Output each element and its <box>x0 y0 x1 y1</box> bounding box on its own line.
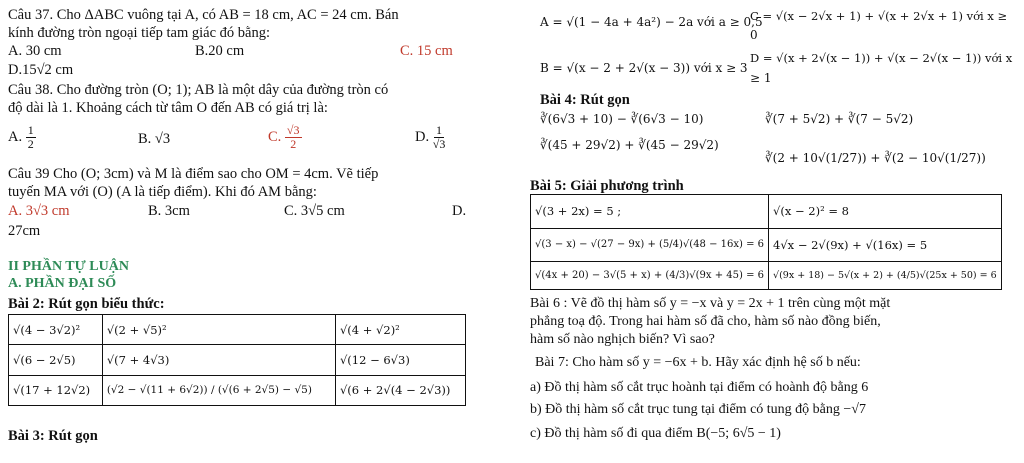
table-cell: 4√x − 2√(9x) + √(16x) = 5 <box>769 228 1002 262</box>
q37-option-c: C. 15 cm <box>400 43 453 59</box>
q39-option-d: D. <box>452 203 467 219</box>
bai7-part-b: b) Đồ thị hàm số cắt trục tung tại điểm có tung độ bằng −√7 <box>530 402 866 417</box>
table-cell: √(7 + 4√3) <box>102 345 335 375</box>
q39-option-c: C. 3√5 cm <box>284 203 345 219</box>
q37-option-a: A. 30 cm <box>8 43 62 59</box>
bai4-expr-1: ∛(6√3 + 10) − ∛(6√3 − 10) <box>540 112 704 126</box>
table-cell: √(2 + √5)² <box>102 315 335 345</box>
q37-option-d: D.15√2 cm <box>8 62 74 78</box>
table-row <box>9 375 466 405</box>
expr-b: B = √(x − 2 + 2√(x − 3)) với x ≥ 3 <box>540 61 748 75</box>
table-cell: (√2 − √(11 + 6√2)) / (√(6 + 2√5) − √5) <box>102 375 335 405</box>
table-cell: √(9x + 18) − 5√(x + 2) + (4/5)√(25x + 50) = 6 <box>769 262 1002 290</box>
q39-option-a: A. 3√3 cm <box>8 203 70 219</box>
expr-a: A = √(1 − 4a + 4a²) − 2a với a ≥ 0,5 <box>540 15 763 29</box>
table-cell: √(4 + √2)² <box>335 315 465 345</box>
table-row <box>9 345 466 375</box>
q38-option-a: A. $\frac{1}{2}$ <box>8 123 34 152</box>
bai2-heading: Bài 2: Rút gọn biểu thức: <box>8 296 165 312</box>
bai6-line3: hàm số nào nghịch biến? Vì sao? <box>530 332 715 347</box>
q37-line1: Câu 37. Cho ΔABC vuông tại A, có AB = 18 cm, AC = 24 cm. Bán <box>8 7 399 23</box>
q37-option-b: B.20 cm <box>195 43 245 59</box>
bai2-table <box>8 314 466 406</box>
q39-option-d-value: 27cm <box>8 223 41 239</box>
table-cell: √(3 + 2x) = 5 ; <box>531 195 769 229</box>
bai5-table <box>530 194 1002 290</box>
table-cell: √(12 − 6√3) <box>335 345 465 375</box>
q39-line2: tuyến MA với (O) (A là tiếp điểm). Khi đó AM bằng: <box>8 184 317 200</box>
bai7-part-c: c) Đồ thị hàm số đi qua điểm B(−5; 6√5 − 1) <box>530 426 781 441</box>
q38-option-d: D. $\frac{1}{√3}$ <box>415 123 446 152</box>
q38-option-c: C. $\frac{√3}{2}$ <box>268 123 300 152</box>
q38-option-b: B. √3 <box>138 131 171 147</box>
bai4-expr-3: ∛(45 + 29√2) + ∛(45 − 29√2) <box>540 138 719 152</box>
bai4-expr-4: ∛(2 + 10√(1/27)) + ∛(2 − 10√(1/27)) <box>765 151 986 165</box>
expr-d-cont: ≥ 1 <box>750 71 772 85</box>
table-cell: √(3 − x) − √(27 − 9x) + (5/4)√(48 − 16x) = 6 <box>531 228 769 262</box>
expr-d: D = √(x + 2√(x − 1)) + √(x − 2√(x − 1)) với x <box>750 51 1013 65</box>
expr-c: C = √(x − 2√x + 1) + √(x + 2√x + 1) với x ≥ <box>750 9 1008 23</box>
q37-line2: kính đường tròn ngoại tiếp tam giác đó bằng: <box>8 25 270 41</box>
section-title: II PHẦN TỰ LUẬN <box>8 259 129 274</box>
bai4-heading: Bài 4: Rút gọn <box>540 92 630 108</box>
bai7-part-a: a) Đồ thị hàm số cắt trục hoành tại điểm có hoành độ bằng 6 <box>530 380 869 395</box>
bai6-line2: phẳng toạ độ. Trong hai hàm số đã cho, hàm số nào đồng biến, <box>530 314 881 329</box>
table-row <box>9 315 466 345</box>
q38-line1: Câu 38. Cho đường tròn (O; 1); AB là một dây của đường tròn có <box>8 82 389 98</box>
bai5-heading: Bài 5: Giải phương trình <box>530 178 684 194</box>
q39-option-b: B. 3cm <box>148 203 190 219</box>
expr-c-cont: 0 <box>750 28 758 42</box>
table-cell: √(4 − 3√2)² <box>9 315 103 345</box>
section-subtitle: A. PHẦN ĐẠI SỐ <box>8 276 117 291</box>
table-cell: √(6 − 2√5) <box>9 345 103 375</box>
bai7-heading: Bài 7: Cho hàm số y = −6x + b. Hãy xác định hệ số b nếu: <box>535 355 861 370</box>
table-row <box>531 195 1002 229</box>
bai6-line1: Bài 6 : Vẽ đồ thị hàm số y = −x và y = 2x + 1 trên cùng một mặt <box>530 296 891 311</box>
table-cell: √(6 + 2√(4 − 2√3)) <box>335 375 465 405</box>
table-cell: √(17 + 12√2) <box>9 375 103 405</box>
q39-line1: Câu 39 Cho (O; 3cm) và M là điểm sao cho OM = 4cm. Vẽ tiếp <box>8 166 379 182</box>
bai3-heading: Bài 3: Rút gọn <box>8 428 98 444</box>
table-row <box>531 228 1002 262</box>
table-cell: √(x − 2)² = 8 <box>769 195 1002 229</box>
bai4-expr-2: ∛(7 + 5√2) + ∛(7 − 5√2) <box>765 112 914 126</box>
q38-line2: độ dài là 1. Khoảng cách từ tâm O đến AB có giá trị là: <box>8 100 328 116</box>
table-cell: √(4x + 20) − 3√(5 + x) + (4/3)√(9x + 45) = 6 <box>531 262 769 290</box>
table-row <box>531 262 1002 290</box>
